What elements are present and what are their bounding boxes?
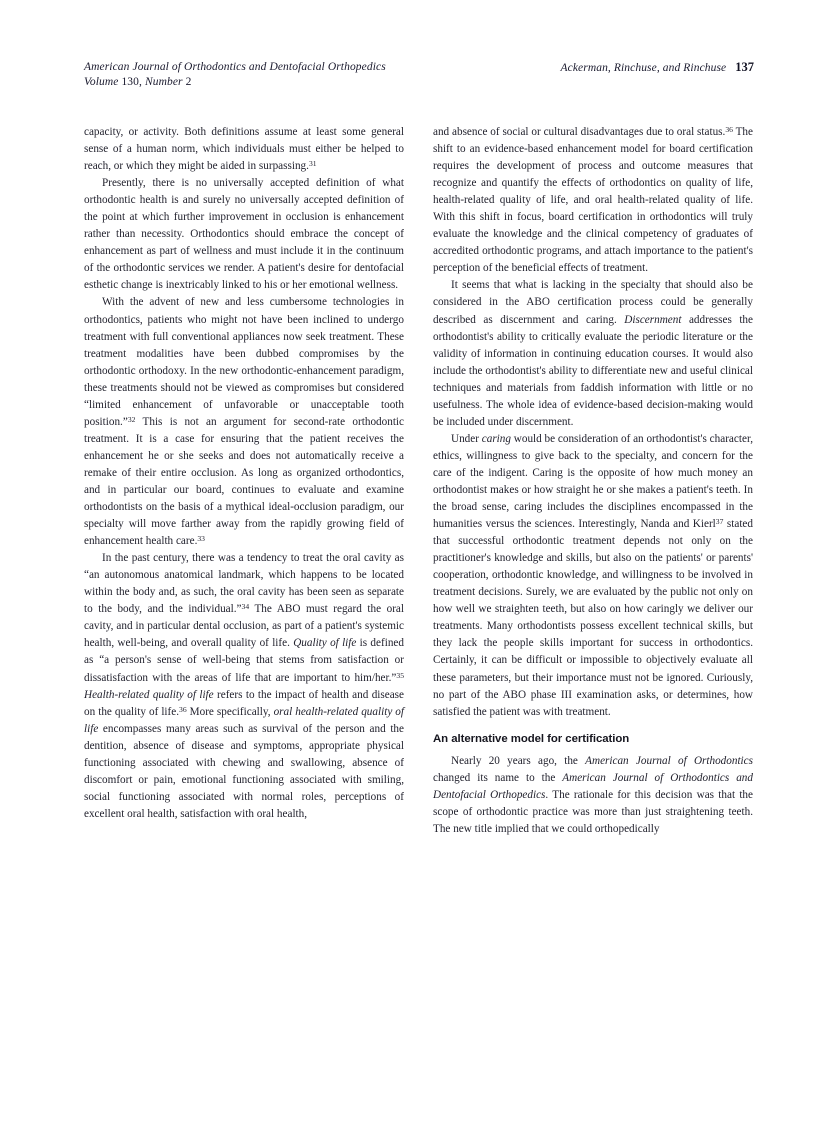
running-head-left xyxy=(84,60,386,90)
journal-title: American Journal of Orthodontics and Dentofacial Orthopedics xyxy=(84,61,386,73)
volume-issue-line xyxy=(84,75,386,90)
running-head-right xyxy=(561,60,755,76)
paragraph-nearly-20-years-ago: Nearly 20 years ago, the American Journal of Orthodontics changed its name to the American Journal of Orthodontics and Dentofacial Orthopedics. The rationale for this decision was that the scope of orthodontic practice was more than just straightening teeth. The new title implied that we could orthopedically xyxy=(433,754,753,835)
right-column xyxy=(433,124,753,838)
volume-label: Volume xyxy=(84,76,119,88)
left-column xyxy=(84,124,404,823)
section-heading-alternative-model: An alternative model for certification xyxy=(433,732,630,745)
volume-number: 130, xyxy=(121,76,142,88)
author-names: Ackerman, Rinchuse, and Rinchuse xyxy=(560,62,727,74)
paragraph-presently-no-universal-definition: Presently, there is no universally accepted definition of what orthodontic health is and surely no universally accepted definition of the point at which further improvement in occlusion is enhancement rather than necessity. Orthodontics should embrace the concept of enhancement as part of wellness and must include it in the continuum of the orthodontic services we render. A patient's desire for dentofacial esthetic change is inextricably linked to his or her emotional wellness. xyxy=(84,177,404,292)
paragraph-new-technologies: With the advent of new and less cumbersome technologies in orthodontics, patients who might not have been inclined to undergo treatment with full conventional appliances now seek treatment. These treatment modalities have been dubbed compromises by the orthodontic orthodoxy. In the new orthodontic-enhancement paradigm, these treatments should not be viewed as compromises but considered “limited enhancement of unfavorable or unacceptable tooth position.”$^{32}$ This is not an argument for second-rate orthodontic treatment. It is a case for ensuring that the patient receives the enhancement he or she seeks and does not automatically receive a remake of their entire occlusion. As long as organized orthodontics, and in particular our board, continues to evaluate and examine orthodontists on the basis of a mythical ideal-occlusion paradigm, our specialty will move farther away from the rapidly growing field of enhancement health care.$^{33}$ xyxy=(84,296,404,548)
page-number: 137 xyxy=(735,60,754,74)
number-label: Number xyxy=(144,76,183,88)
issue-number: 2 xyxy=(185,76,192,88)
paragraph-absence-social-disadvantages: and absence of social or cultural disadvantages due to oral status.$^{36}$ The shift to an evidence-based enhancement model for board certification requires the development of process and outcome measures that recognize and quantify the effects of orthodontics on quality of life, health-related quality of life, and oral health-related quality of life. With this shift in focus, board certification in orthodontics will truly evaluate the knowledge and the clinical competency of graduates of accredited orthodontic programs, and attach importance to the patient's perception of the beneficial effects of treatment. xyxy=(433,124,753,275)
paragraph-past-century-oral-cavity: In the past century, there was a tendency to treat the oral cavity as “an autonomous anatomical landmark, which happens to be located within the body and, as such, the oral cavity has been seen as separate to the body, and the individual.”$^{34}$ The ABO must regard the oral cavity, and in particular dental occlusion, as part of a patient's systemic health, well-being, and overall quality of life. Quality of life is defined as “a person's sense of well-being that stems from satisfaction or dissatisfaction with the areas of life that are important to him/her.”$^{35}$ Health-related quality of life refers to the impact of health and disease on the quality of life.$^{36}$ More specifically, oral health-related quality of life encompasses many areas such as survival of the person and the dentition, absence of disease and symptoms, appropriate physical functioning associated with chewing and swallowing, absence of discomfort or pain, emotional functioning associated with smiling, social functioning associated with normal roles, perceptions of excellent oral health, satisfaction with oral health, xyxy=(84,552,405,820)
paragraph-capacity-continuation: capacity, or activity. Both definitions assume at least some general sense of a human norm, which individuals must either be helped to reach, or which they might be aided in surpassing.$^{31}$ xyxy=(84,126,404,173)
running-head xyxy=(84,60,754,94)
paragraph-under-caring: Under caring would be consideration of an orthodontist's character, ethics, willingness to give back to the specialty, and concern for the care of the indigent. Caring is the opposite of how much money an orthodontist makes or how straight he or she makes a patient's teeth. In the broad sense, caring includes the disciplines encompassed in the humanities versus the sciences. Interestingly, Nanda and Kierl$^{37}$ stated that successful orthodontic treatment depends not only on the practitioner's knowledge and skills, but also on the patients' or parents' cooperation, orthodontic knowledge, and willingness to be involved in treatment decisions. Surely, we are evaluated by the public not only on how well we straighten teeth, but also on how caringly we deliver our treatments. Many orthodontists possess excellent technical skills, but they lack the people skills important for success in orthodontics. Certainly, it can be difficult or impossible to objectively evaluate all these parameters, but their importance must not be ignored. Curiously, no part of the ABO phase III examination asks, or determines, how satisfied the patient was with treatment. xyxy=(433,432,754,718)
paragraph-discernment-and-caring: It seems that what is lacking in the specialty that should also be considered in the ABO certification process could be generally described as discernment and caring. Discernment addresses the orthodontist's ability to critically evaluate the periodic literature or the validity of information in continuing education courses. It would also include the orthodontist's ability to differentiate new and useful clinical techniques and materials from faddish information with little or no usefulness. The whole idea of evidence-based decision-making would be included under discernment. xyxy=(433,279,753,428)
